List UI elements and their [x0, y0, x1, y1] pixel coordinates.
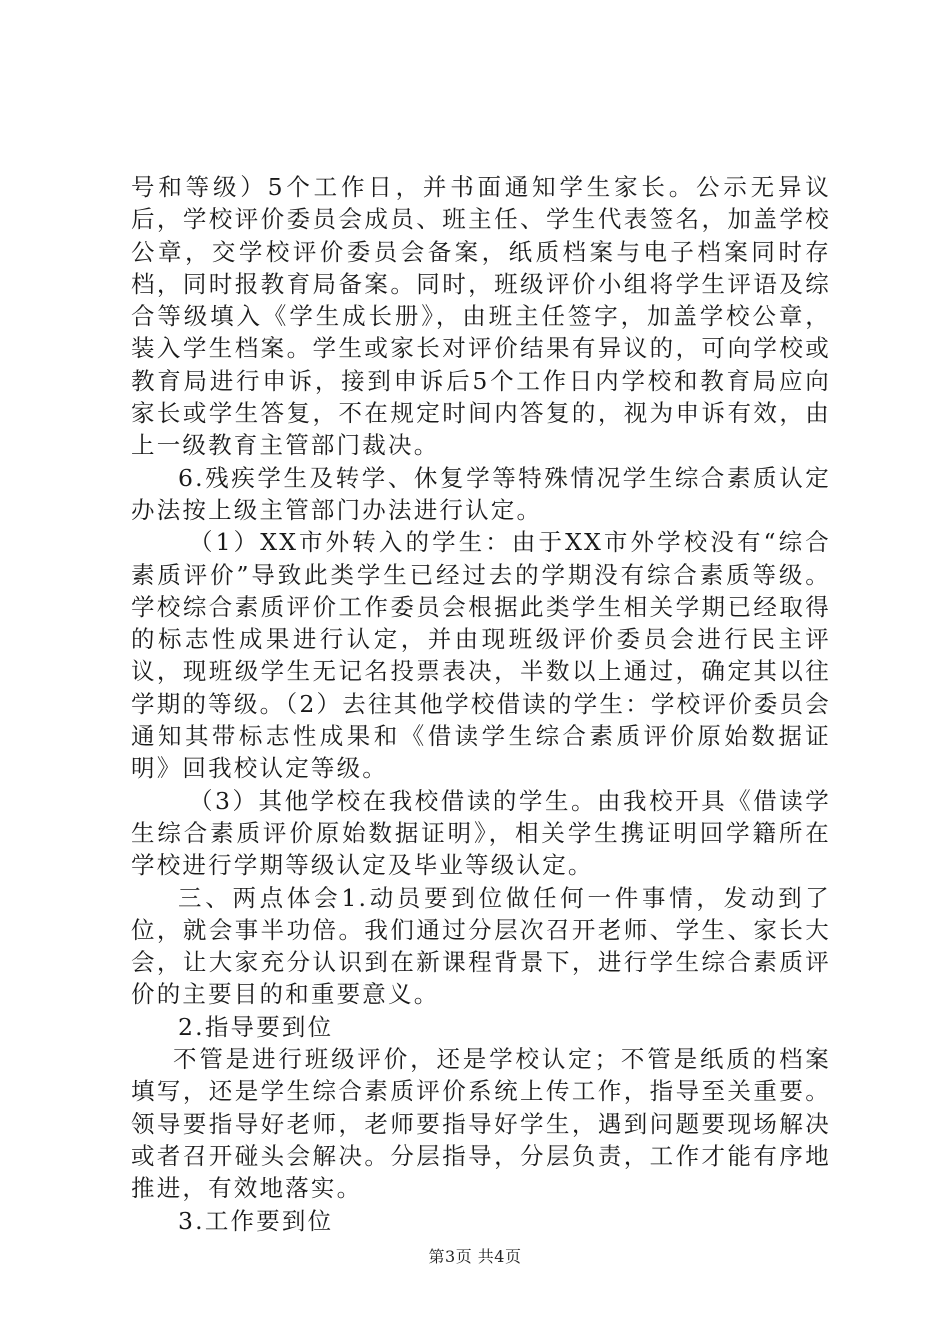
page-footer: 第3页 共4页 — [428, 1247, 522, 1266]
paragraph-notice-and-appeal: 号和等级）5个工作日，并书面通知学生家长。公示无异议后，学校评价委员会成员、班主任、学生代表签名，加盖学校公章，交学校评价委员会备案，纸质档案与电子档案同时存档，同时报教育局备案。同时，班级评价小组将学生评语及综合等级填入《学生成长册》，由班主任签字，加盖学校公章，装入学生档案。学生或家长对评价结果有异议的，可向学校或教育局进行申诉，接到申诉后5个工作日内学校和教育局应向家长或学生答复，不在规定时间内答复的，视为申诉有效，由上一级教育主管部门裁决。 — [131, 173, 831, 460]
heading-guidance: 2.指导要到位 — [178, 1012, 334, 1041]
heading-work: 3.工作要到位 — [178, 1206, 334, 1235]
paragraph-visiting-students: （3）其他学校在我校借读的学生。由我校开具《借读学生综合素质评价原始数据证明》，相关学生携证明回学籍所在学校进行学期等级认定及毕业等级认定。 — [131, 786, 831, 880]
paragraph-guidance: 不管是进行班级评价，还是学校认定；不管是纸质的档案填写，还是学生综合素质评价系统上传工作，指导至关重要。领导要指导好老师，老师要指导好学生，遇到问题要现场解决或者召开碰头会解决。分层指导，分层负责，工作才能有序地推进，有效地落实。 — [131, 1045, 831, 1203]
paragraph-transfer-students: （1）XX市外转入的学生：由于XX市外学校没有“综合素质评价”导致此类学生已经过去的学期没有综合素质等级。学校综合素质评价工作委员会根据此类学生相关学期已经取得的标志性成果进行认定，并由现班级评价委员会进行民主评议，现班级学生无记名投票表决，半数以上通过，确定其以往学期的等级。（2）去往其他学校借读的学生：学校评价委员会通知其带标志性成果和《借读学生综合素质评价原始数据证明》回我校认定等级。 — [131, 528, 831, 783]
paragraph-special-cases: 6.残疾学生及转学、休复学等特殊情况学生综合素质认定办法按上级主管部门办法进行认定。 — [131, 463, 831, 524]
paragraph-experience-mobilization: 三、两点体会1.动员要到位做任何一件事情，发动到了位，就会事半功倍。我们通过分层次召开老师、学生、家长大会，让大家充分认识到在新课程背景下，进行学生综合素质评价的主要目的和重要意义。 — [131, 883, 831, 1009]
document-body — [131, 171, 831, 1237]
